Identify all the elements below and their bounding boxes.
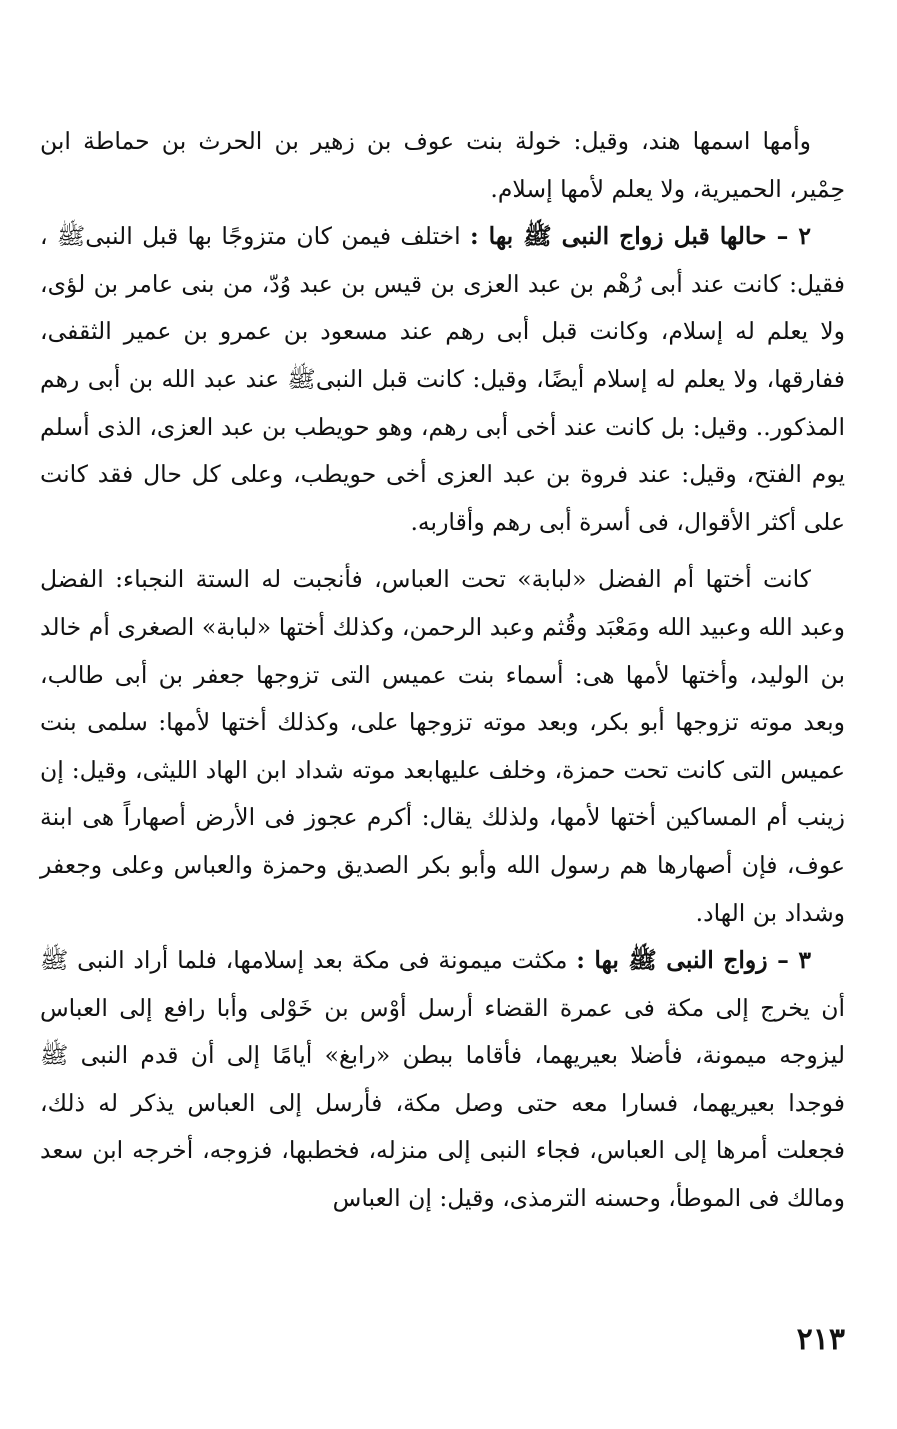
paragraph-lineage: [40, 118, 845, 213]
section-heading-before-marriage: ٢ – حالها قبل زواج النبى ﷺ بها :: [469, 222, 811, 251]
paragraph-marriage: [40, 937, 845, 1223]
paragraph-text: اختلف فيمن كان متزوجًا بها قبل النبىﷺ ، فقيل: كانت عند أبى رُهْم بن عبد العزى بن قيس بن عبد وُدّ، من بنى عامر بن لؤى، ولا يعلم له إسلام، وكانت قبل أبى رهم عند مسعود بن عمرو بن عمير الثقفى، ففارقها، ولا يعلم له إسلام أيضًا، وقيل: كانت قبل النبىﷺ عند عبد الله بن أبى رهم المذكور.. وقيل: بل كانت عند أخى أبى رهم، وهو حويطب بن عبد العزى، الذى أسلم يوم الفتح، وقيل: عند فروة بن عبد العزى أخى حويطب، وعلى كل حال فقد كانت على أكثر الأقوال، فى أسرة أبى رهم وأقاربه.: [40, 222, 845, 536]
page-number: ٢١٣: [796, 1322, 845, 1357]
paragraph-text: مكثت ميمونة فى مكة بعد إسلامها، فلما أراد النبى ﷺ أن يخرج إلى مكة فى عمرة القضاء أرسل أوْس بن خَوْلى وأبا رافع إلى العباس ليزوجه ميمونة، فأضلا بعيريهما، فأقاما ببطن «رابغ» أيامًا إلى أن قدم النبى ﷺ فوجدا بعيريهما، فسارا معه حتى وصل مكة، فأرسل إلى العباس يذكر له ذلك، فجعلت أمرها إلى العباس، فجاء النبى إلى منزله، فخطبها، فزوجه، أخرجه ابن سعد ومالك فى الموطأ، وحسنه الترمذى، وقيل: إن العباس: [40, 946, 845, 1213]
section-heading-marriage: ٣ – زواج النبى ﷺ بها :: [576, 946, 811, 975]
paragraph-sisters: [40, 556, 845, 937]
book-page: [40, 118, 845, 1223]
paragraph-text: وأمها اسمها هند، وقيل: خولة بنت عوف بن زهير بن الحرث بن حماطة ابن حِمْير، الحميرية، ولا يعلم لأمها إسلام.: [40, 127, 845, 203]
paragraph-before-marriage: [40, 213, 845, 546]
paragraph-text: كانت أختها أم الفضل «لبابة» تحت العباس، فأنجبت له الستة النجباء: الفضل وعبد الله وعبيد الله ومَعْبَد وقُثم وعبد الرحمن، وكذلك أختها «لبابة» الصغرى أم خالد بن الوليد، وأختها لأمها هى: أسماء بنت عميس التى تزوجها جعفر بن أبى طالب، وبعد موته تزوجها أبو بكر، وبعد موته تزوجها على، وكذلك أختها لأمها: سلمى بنت عميس التى كانت تحت حمزة، وخلف عليهابعد موته شداد ابن الهاد الليثى، وقيل: إن زينب أم المساكين أختها لأمها، ولذلك يقال: أكرم عجوز فى الأرض أصهاراً هى ابنة عوف، فإن أصهارها هم رسول الله وأبو بكر الصديق وحمزة والعباس وعلى وجعفر وشداد بن الهاد.: [40, 565, 845, 927]
